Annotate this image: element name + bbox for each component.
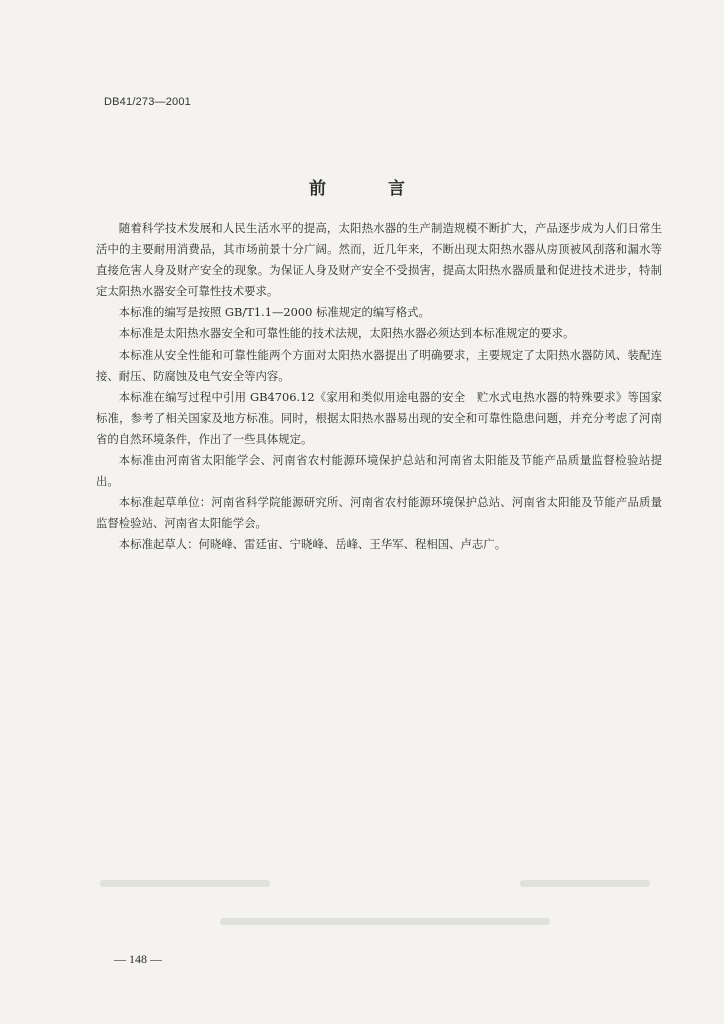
paragraph-format: 本标准的编写是按照 GB/T1.1—2000 标准规定的编写格式。: [118, 305, 430, 320]
paragraph-drafters: 本标准起草人：何晓峰、雷廷宙、宁晓峰、岳峰、王华军、程相国、卢志广。: [118, 537, 507, 552]
paragraph-references: 本标准在编写过程中引用 GB4706.12《家用和类似用途电器的安全 贮水式电热水器的特殊要求》等国家标准，参考了相关国家及地方标准。同时，根据太阳热水器易出现的安全和可靠性隐患问题，并充分考虑了河南省的自然环境条件，作出了一些具体规定。: [96, 389, 662, 446]
foreword-body: [96, 218, 662, 556]
bleed-through-mark: [520, 880, 650, 887]
bleed-through-mark: [100, 880, 270, 887]
standard-code: DB41/273—2001: [104, 96, 191, 108]
paragraph-background: 随着科学技术发展和人民生活水平的提高，太阳热水器的生产制造规模不断扩大，产品逐步成为人们日常生活中的主要耐用消费品，其市场前景十分广阔。然而，近几年来，不断出现太阳热水器从房顶被风刮落和漏水等直接危害人身及财产安全的现象。为保证人身及财产安全不受损害，提高太阳热水器质量和促进技术进步，特制定太阳热水器安全可靠性技术要求。: [96, 221, 662, 299]
paragraph-drafting-units: 本标准起草单位：河南省科学院能源研究所、河南省农村能源环境保护总站、河南省太阳能及节能产品质量监督检验站、河南省太阳能学会。: [96, 495, 662, 531]
bleed-through-mark: [220, 918, 550, 925]
paragraph-nature: 本标准是太阳热水器安全和可靠性能的技术法规，太阳热水器必须达到本标准规定的要求。: [118, 326, 575, 341]
paragraph-proposer: 本标准由河南省太阳能学会、河南省农村能源环境保护总站和河南省太阳能及节能产品质量监督检验站提出。: [96, 453, 662, 489]
page-title: 前 言: [309, 179, 433, 199]
paragraph-scope: 本标准从安全性能和可靠性能两个方面对太阳热水器提出了明确要求，主要规定了太阳热水器防风、装配连接、耐压、防腐蚀及电气安全等内容。: [96, 347, 662, 383]
page-number: — 148 —: [114, 952, 162, 966]
